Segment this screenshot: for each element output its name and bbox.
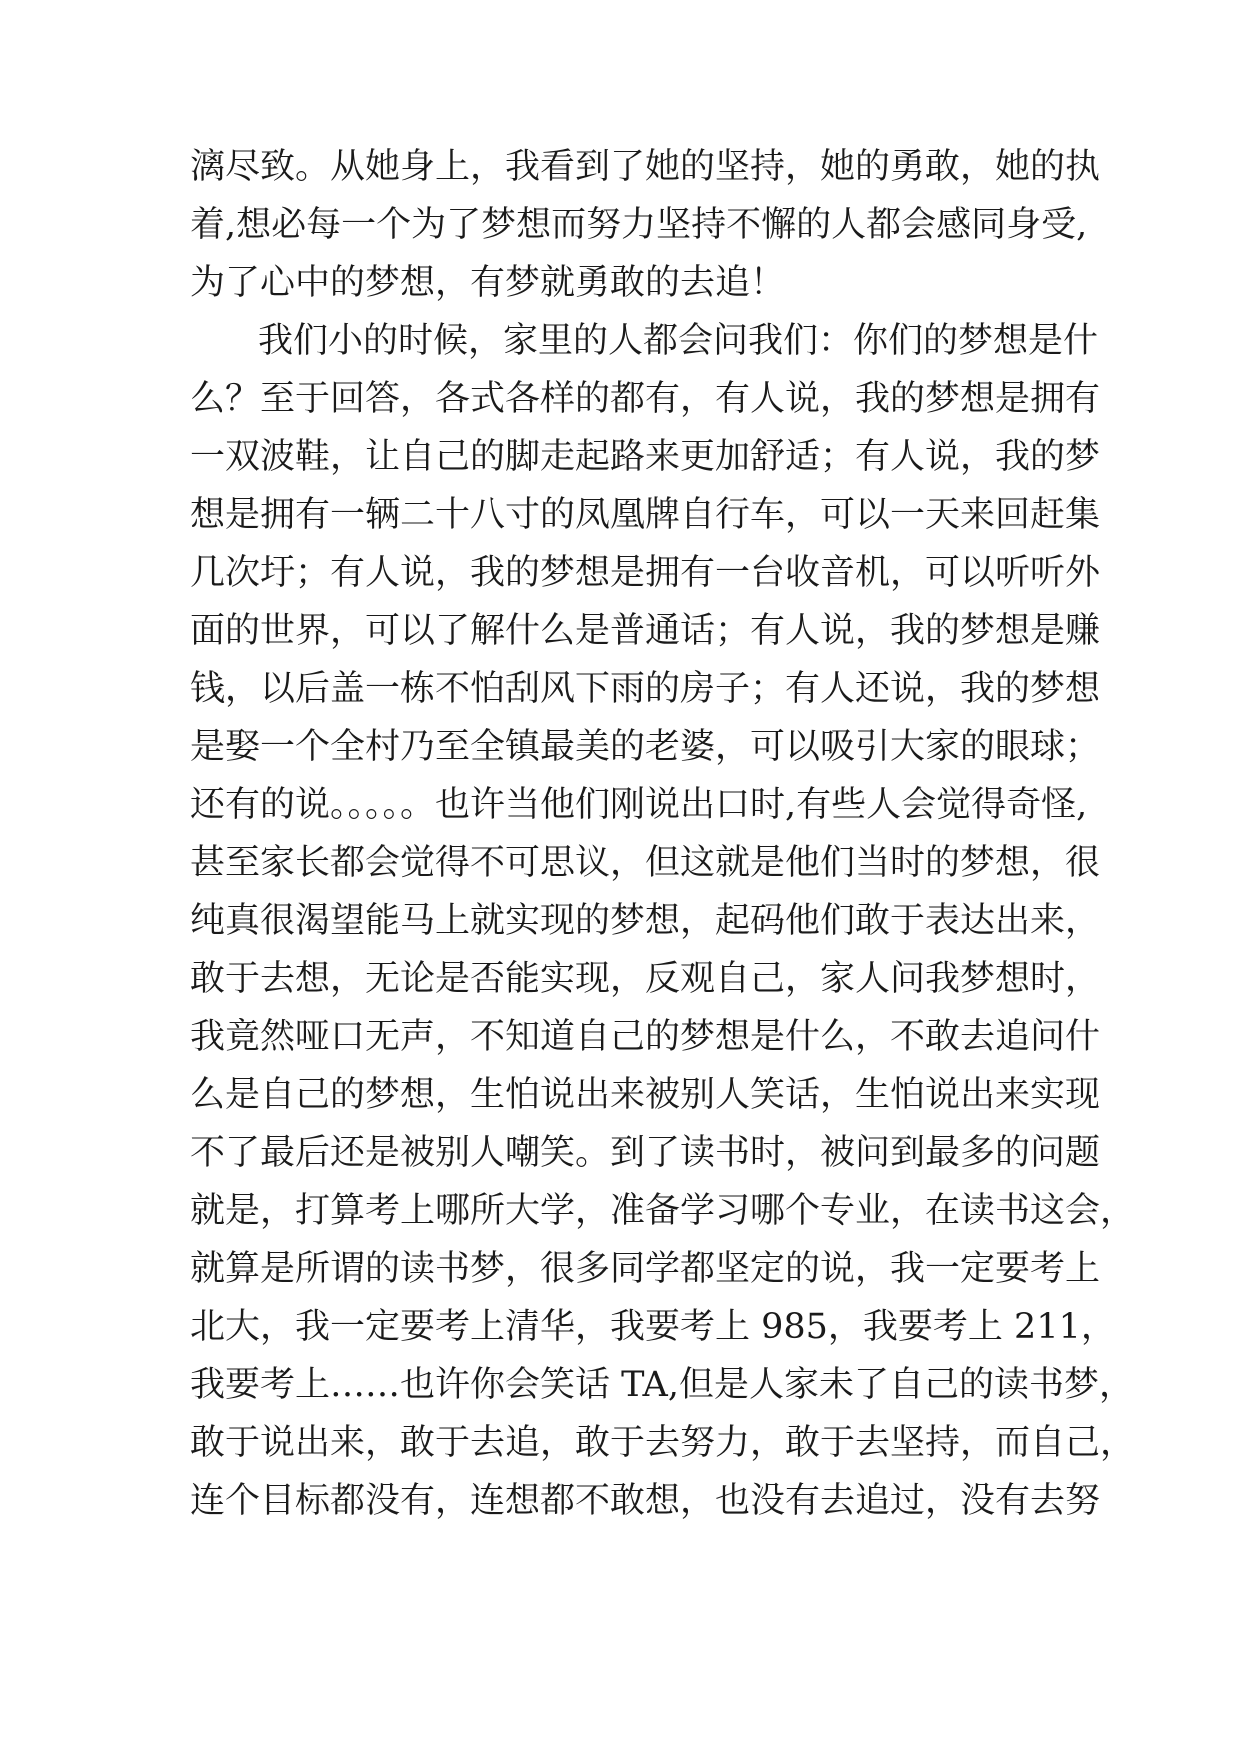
text-line-21: 北大，我一定要考上清华，我要考上 985，我要考上 211， — [190, 1307, 1116, 1347]
text-line-10: 钱，以后盖一栋不怕刮风下雨的房子；有人还说，我的梦想 — [190, 669, 1101, 709]
text-line-8: 几次圩；有人说，我的梦想是拥有一台收音机，可以听听外 — [190, 553, 1101, 593]
text-line-2: 着,想必每一个为了梦想而努力坚持不懈的人都会感同身受, — [190, 205, 1088, 245]
text-line-11: 是娶一个全村乃至全镇最美的老婆，可以吸引大家的眼球； — [190, 727, 1101, 767]
text-line-14: 纯真很渴望能马上就实现的梦想，起码他们敢于表达出来， — [190, 901, 1101, 941]
text-line-4: 我们小的时候，家里的人都会问我们：你们的梦想是什 — [258, 321, 1099, 361]
text-line-22: 我要考上……也许你会笑话 TA,但是人家未了自己的读书梦， — [190, 1365, 1134, 1405]
text-line-1: 漓尽致。从她身上，我看到了她的坚持，她的勇敢，她的执 — [190, 147, 1101, 187]
text-line-12: 还有的说。。。。。也许当他们刚说出口时,有些人会觉得奇怪, — [190, 785, 1088, 825]
text-line-16: 我竟然哑口无声，不知道自己的梦想是什么，不敢去追问什 — [190, 1017, 1101, 1057]
text-line-23: 敢于说出来，敢于去追，敢于去努力，敢于去坚持，而自己， — [190, 1423, 1136, 1463]
text-line-15: 敢于去想，无论是否能实现，反观自己，家人问我梦想时， — [190, 959, 1101, 999]
text-line-5: 么？至于回答，各式各样的都有，有人说，我的梦想是拥有 — [190, 379, 1101, 419]
text-line-7: 想是拥有一辆二十八寸的凤凰牌自行车，可以一天来回赶集 — [190, 495, 1101, 535]
text-line-9: 面的世界，可以了解什么是普通话；有人说，我的梦想是赚 — [190, 611, 1101, 651]
text-line-17: 么是自己的梦想，生怕说出来被别人笑话，生怕说出来实现 — [190, 1075, 1101, 1115]
text-line-20: 就算是所谓的读书梦，很多同学都坚定的说，我一定要考上 — [190, 1249, 1101, 1289]
text-line-6: 一双波鞋，让自己的脚走起路来更加舒适；有人说，我的梦 — [190, 437, 1101, 477]
text-line-13: 甚至家长都会觉得不可思议，但这就是他们当时的梦想，很 — [190, 843, 1101, 883]
text-line-19: 就是，打算考上哪所大学，准备学习哪个专业，在读书这会， — [190, 1191, 1136, 1231]
text-line-3: 为了心中的梦想，有梦就勇敢的去追！ — [190, 263, 786, 303]
text-line-24: 连个目标都没有，连想都不敢想，也没有去追过，没有去努 — [190, 1481, 1101, 1521]
text-line-18: 不了最后还是被别人嘲笑。到了读书时，被问到最多的问题 — [190, 1133, 1101, 1173]
